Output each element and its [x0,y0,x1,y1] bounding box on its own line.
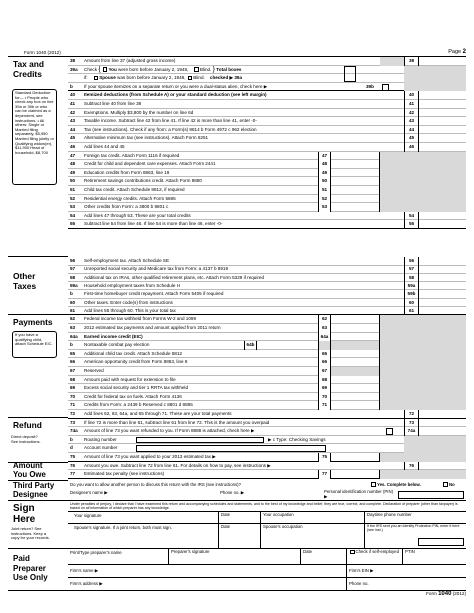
line-38-amount[interactable] [418,57,466,66]
blind-checkbox[interactable] [194,67,199,72]
line-44: 44 Tax (see instructions). Check if any from: a Form(s) 8814 b Form 4972 c 962 election 44 [68,126,466,135]
line-49-amount[interactable] [330,169,380,178]
line-59b: b First-time homebuyer credit repayment. Attach Form 5405 if required 59b [68,290,466,299]
line-64a: 64a Earned income credit (EIC) 64a [68,333,466,342]
line-57-amount[interactable] [418,265,466,274]
line-56: 56 Self-employment tax. Attach Schedule SE 56 [68,257,466,266]
line-62-amount[interactable] [330,315,380,324]
line-43: 43 Taxable income. Subtract line 42 from line 41. If line 42 is more than line 41, enter -0- 43 [68,117,466,126]
direct-deposit-note: Direct deposit? See instructions. [11,434,41,444]
firm-phone-field[interactable]: Phone no. [346,578,369,591]
line-60-amount[interactable] [418,299,466,308]
line-77: 77 Estimated tax penalty (see instructions) 77 [68,470,466,479]
line-45-amount[interactable] [418,134,466,143]
spouse-blind-checkbox[interactable] [188,76,193,81]
line-74a-amount[interactable] [418,427,466,436]
tax-credits-section [8,57,68,257]
line-50: 50 Retirement savings contributions credit. Attach Form 8880 50 [68,177,466,186]
line-59a-amount[interactable] [418,282,466,291]
sign-date-field[interactable]: Date [218,512,230,525]
line-71: 71 Credits from Form: a 2439 b Reserved c 8801 d 8885 71 [68,401,466,410]
line-58-amount[interactable] [418,274,466,283]
line-62: 62 Federal income tax withheld from Forms W-2 and 1099 62 [68,315,466,324]
line-68-amount[interactable] [330,376,380,385]
line-45: 45 Alternative minimum tax (see instructions). Attach Form 6251 45 [68,134,466,143]
joint-return-note: Joint return? See instructions. Keep a copy for your records. [11,526,50,541]
line-56-amount[interactable] [418,257,466,266]
designee-name-field[interactable]: Designee's name ▶ [70,490,108,495]
line-44-amount[interactable] [418,126,466,135]
line-76-amount[interactable] [418,462,466,471]
line-53-amount[interactable] [330,203,380,212]
line-75-amount[interactable] [330,453,380,462]
line-75: 75 Amount of line 73 you want applied to your 2013 estimated tax ▶ 75 [68,453,466,462]
preparer-section [8,549,68,591]
payments-section [8,315,68,418]
spouse-signature-field[interactable]: Spouse's signature. If a joint return, both must sign. [74,525,172,530]
routing-number-field[interactable] [136,437,264,444]
your-signature-field[interactable]: Your signature [74,513,102,518]
spouse-born-before-checkbox[interactable] [94,76,99,81]
line-64b: b Nontaxable combat pay election 64b [68,341,466,350]
section-title-sign: Sign Here [13,503,36,525]
amount-owe-section [8,463,68,481]
section-title-payments: Payments [13,317,53,327]
account-number-field[interactable] [136,445,326,452]
line-51: 51 Child tax credit. Attach Schedule 8812, if required 51 [68,186,466,195]
line-76: 76 Amount you owe. Subtract line 72 from line 61. For details on how to pay, see instructions ▶ 76 [68,462,466,471]
spouse-date-field[interactable]: Date [218,524,230,549]
line-57: 57 Unreported social security and Medicare tax from Form: a 4137 b 8919 57 [68,265,466,274]
line-72: 72 Add lines 62, 63, 64a, and 65 through 71. These are your total payments 72 [68,410,466,419]
third-party-section [8,481,68,501]
ptin-field[interactable]: PTIN [402,549,415,565]
section-title-tax: Tax and Credits [13,59,45,79]
line-66-amount[interactable] [330,358,380,367]
line-60: 60 Other taxes. Enter code(s) from instructions 60 [68,299,466,308]
line-39b-checkbox[interactable] [382,84,389,91]
line-38: 38 Amount from line 37 (adjusted gross income) 38 [68,57,466,66]
page-footer [8,591,466,598]
designee-phone-field[interactable]: Phone no. ▶ [220,490,245,495]
line-61: 61 Add lines 55 through 60. This is your total tax 61 [68,307,466,316]
line-46: 46 Add lines 44 and 45 46 [68,143,466,152]
page-header [8,50,466,57]
line-39a: 39a Check { You were born before January 2, 1948, Blind. } Total boxes [68,66,466,75]
firm-name-field[interactable]: Firm's name ▶ [70,568,98,573]
sign-here-block: Under penalties of perjury, I declare that I have examined this return and accompanying schedules and statements, and to the best of my knowledge and belief, they are true, correct, and complete. Declaration of preparer (other than taxpayer) is based on all information of which preparer has any knowledge. Your signature Date Your occupation Daytime phone number Spouse's signature. If a joint return, both must sign. Date Spouse's occupation If the IRS sent you an Identity Protection PIN, enter it here (see inst.) [68,501,466,549]
line-58: 58 Additional tax on IRAs, other qualified retirement plans, etc. Attach Form 5329 if required 58 [68,274,466,283]
line-63-amount[interactable] [330,324,380,333]
spouse-occupation-field[interactable]: Spouse's occupation [260,524,303,549]
line-73: 73 If line 72 is more than line 61, subtract line 61 from line 72. This is the amount you overpaid 73 [68,419,466,428]
line-64a-amount[interactable] [330,333,380,342]
line-42-amount[interactable] [418,109,466,118]
section-title-owe: Amount You Owe [13,461,46,479]
line-48: 48 Credit for child and dependent care expenses. Attach Form 2441 48 [68,160,466,169]
born-before-checkbox[interactable] [103,67,108,72]
line-64b-amount[interactable] [256,341,318,350]
line-49: 49 Education credits from Form 8863, line 19 49 [68,169,466,178]
your-occupation-field[interactable]: Your occupation [260,512,294,525]
line-74d: d Account number [68,444,466,453]
daytime-phone-field[interactable]: Daytime phone number [364,512,412,525]
line-48-amount[interactable] [330,160,380,169]
line-65-amount[interactable] [330,350,380,359]
line-71-amount[interactable] [330,401,380,410]
line-70: 70 Credit for federal tax on fuels. Attach Form 4136 70 [68,393,466,402]
page-number: Page 2 [448,49,466,55]
line-40: 40 Itemized deductions (from Schedule A) or your standard deduction (see left margin) 40 [68,91,466,100]
designee-no-checkbox[interactable] [443,482,448,487]
line-47-amount[interactable] [330,152,380,161]
firm-ein-field[interactable]: Firm's EIN ▶ [346,565,373,578]
line-47: 47 Foreign tax credit. Attach Form 1116 if required 47 [68,152,466,161]
sign-section [8,501,68,549]
eic-note-box: If you have a qualifying child, attach Schedule EIC. [12,331,57,358]
line-66: 66 American opportunity credit from Form 8863, line 8 66 [68,358,466,367]
line-52-amount[interactable] [330,195,380,204]
line-59a: 59a Household employment taxes from Schedule H 59a [68,282,466,291]
form-page [8,50,466,598]
section-title-preparer: Paid Preparer Use Only [13,554,48,582]
line-77-amount[interactable] [330,470,380,479]
line-73-amount[interactable] [418,419,466,428]
line-54: 54 Add lines 47 through 53. These are your total credits 54 [68,212,466,221]
line-51-amount[interactable] [330,186,380,195]
line-42: 42 Exemptions. Multiply $3,800 by the number on line 6d 42 [68,109,466,118]
footer-form-id: Form 1040 (2012) [426,591,466,597]
standard-deduction-box: Standard Deduction for— • People who check any box on line 39a or 39b or who can be claimed as a dependent, see instructions. • All others: Single or Married filing separately, $5,950 Married filing jointly or Qualifying widow(er), $11,900 Head of household, $8,700 [12,89,57,185]
line-65: 65 Additional child tax credit. Attach Schedule 8812 65 [68,350,466,359]
line-61-amount[interactable] [418,307,466,316]
designee-pin-field[interactable] [398,491,464,499]
section-title-refund: Refund [13,420,42,430]
line-39b: b If your spouse itemizes on a separate return or you were a dual-status alien, check here ▶ 39b [68,83,466,92]
line-43-amount[interactable] [418,117,466,126]
line-55: 55 Subtract line 54 from line 46. If line 54 is more than line 46, enter -0- 55 [68,220,466,229]
line-41-amount[interactable] [418,100,466,109]
line-74b: b Routing number ▶ c Type: Checking Savings [68,436,466,445]
line-74a: 74a Amount of line 73 you want refunded to you. If Form 8888 is attached, check here ▶ 74a [68,427,466,436]
ip-pin-field[interactable] [418,538,464,546]
other-taxes-section [8,257,68,315]
preparer-signature-field[interactable]: Preparer's signature [168,549,210,565]
form-8888-checkbox[interactable] [386,428,393,435]
section-title-other-taxes: Other Taxes [13,271,37,291]
firm-address-field[interactable]: Firm's address ▶ [70,581,103,586]
refund-section [8,418,68,463]
line-72-amount[interactable] [418,410,466,419]
third-party-block: Do you want to allow another person to discuss this return with the IRS (see instructions)? Yes. Complete below. No Designee's name ▶ Phone no. ▶ Personal identification number (PIN) ▶ [68,481,466,501]
line-63: 63 2012 estimated tax payments and amount applied from 2011 return 63 [68,324,466,333]
form-label: Form 1040 (2012) [24,50,61,55]
line-54-amount[interactable] [418,212,466,221]
line-68: 68 Amount paid with request for extension to file 68 [68,376,466,385]
line-41: 41 Subtract line 40 from line 38 41 [68,100,466,109]
line-67: 67 Reserved 67 [68,367,466,376]
line-40-amount[interactable] [418,91,466,100]
total-boxes-field[interactable] [344,66,356,82]
line-55-amount[interactable] [418,220,466,229]
preparer-name-field[interactable]: Print/Type preparer's name [70,550,122,555]
line-39a-spouse: if: Spouse was born before January 2, 1948, Blind. checked ▶ 39a [68,74,466,83]
line-53: 53 Other credits from Form: a 3800 b 8801 c 53 [68,203,466,212]
preparer-date-field[interactable]: Date [300,549,312,565]
designee-yes-checkbox[interactable] [371,482,376,487]
line-59b-amount[interactable] [418,290,466,299]
line-52: 52 Residential energy credits. Attach Form 5695 52 [68,195,466,204]
section-title-third-party: Third Party Designee [13,481,55,499]
line-46-amount[interactable] [418,143,466,152]
preparer-block: Print/Type preparer's name Preparer's signature Date Check if self-employed PTIN Firm's name ▶ Firm's EIN ▶ Firm's address ▶ Phone no. [68,549,466,591]
line-69-amount[interactable] [330,384,380,393]
line-70-amount[interactable] [330,393,380,402]
self-employed-checkbox[interactable] [350,550,355,555]
line-50-amount[interactable] [330,177,380,186]
line-69: 69 Excess social security and tier 1 RRTA tax withheld 69 [68,384,466,393]
